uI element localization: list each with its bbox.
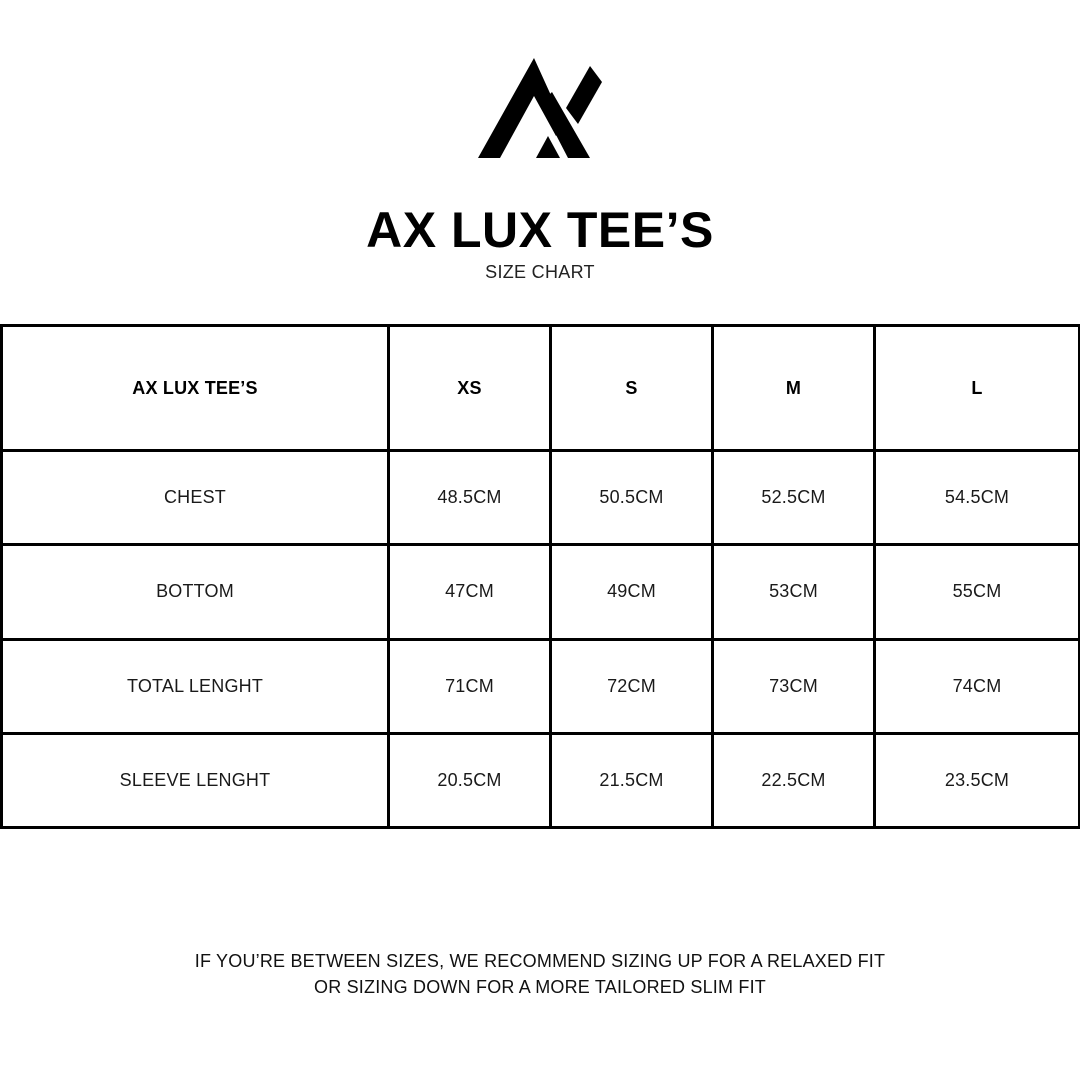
row-label: SLEEVE LENGHT <box>2 733 389 827</box>
cell-value: 73CM <box>713 639 875 733</box>
cell-value: 22.5CM <box>713 733 875 827</box>
table-row <box>2 451 1080 545</box>
cell-value: 48.5CM <box>389 451 551 545</box>
cell-value: 72CM <box>551 639 713 733</box>
table-row <box>2 733 1080 827</box>
header-product: AX LUX TEE’S <box>2 326 389 451</box>
table-row <box>2 639 1080 733</box>
header-size-l: L <box>875 326 1080 451</box>
cell-value: 23.5CM <box>875 733 1080 827</box>
sizing-advice-line-1: IF YOU’RE BETWEEN SIZES, WE RECOMMEND SIZING UP FOR A RELAXED FIT <box>194 951 886 971</box>
row-label: BOTTOM <box>2 545 389 639</box>
page-title: AX LUX TEE’S <box>366 202 714 258</box>
sizing-advice-note <box>0 948 1080 1000</box>
header-size-m: M <box>713 326 875 451</box>
cell-value: 55CM <box>875 545 1080 639</box>
cell-value: 20.5CM <box>389 733 551 827</box>
cell-value: 71CM <box>389 639 551 733</box>
size-chart-table <box>0 324 1080 829</box>
cell-value: 47CM <box>389 545 551 639</box>
header-size-xs: XS <box>389 326 551 451</box>
cell-value: 52.5CM <box>713 451 875 545</box>
table-header-row <box>2 326 1080 451</box>
cell-value: 21.5CM <box>551 733 713 827</box>
cell-value: 49CM <box>551 545 713 639</box>
cell-value: 50.5CM <box>551 451 713 545</box>
sizing-advice-line-2: OR SIZING DOWN FOR A MORE TAILORED SLIM FIT <box>314 977 766 997</box>
cell-value: 54.5CM <box>875 451 1080 545</box>
row-label: TOTAL LENGHT <box>2 639 389 733</box>
row-label: CHEST <box>2 451 389 545</box>
table-row <box>2 545 1080 639</box>
cell-value: 74CM <box>875 639 1080 733</box>
ax-logo-icon <box>478 58 602 158</box>
cell-value: 53CM <box>713 545 875 639</box>
page-subtitle: SIZE CHART <box>485 262 595 282</box>
header-size-s: S <box>551 326 713 451</box>
